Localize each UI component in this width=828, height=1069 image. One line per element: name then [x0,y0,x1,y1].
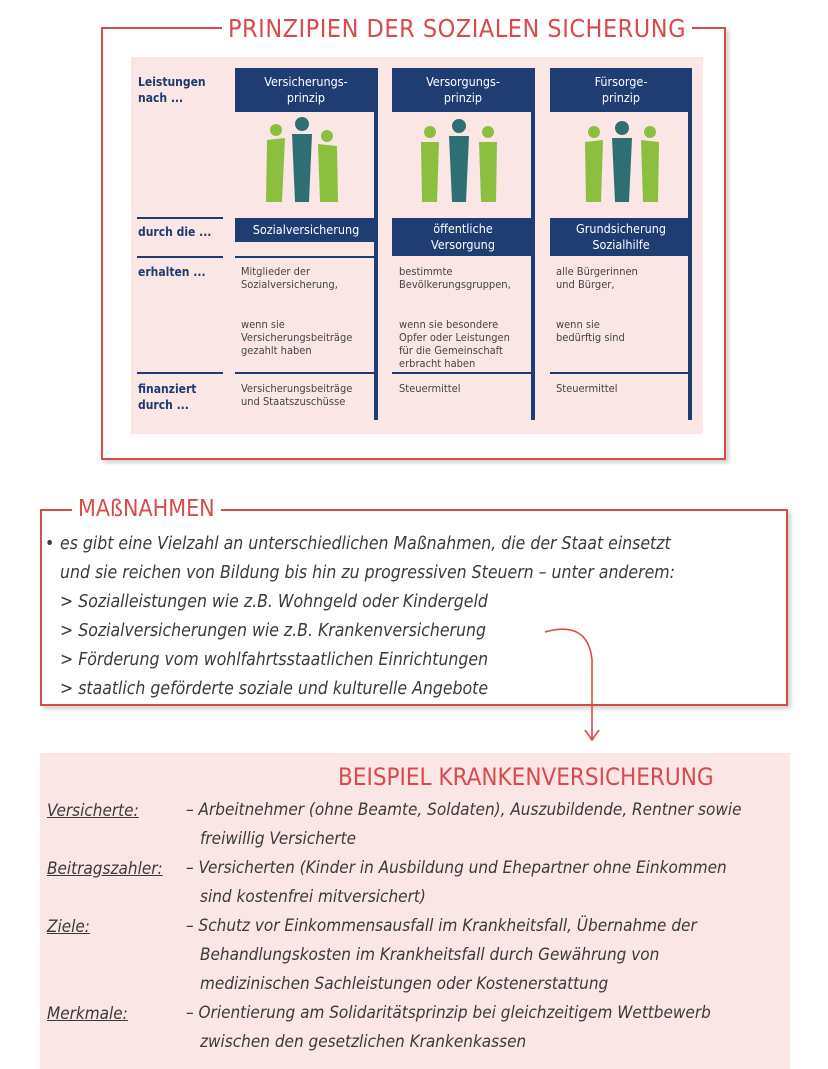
principles-title: PRINZIPIEN DER SOZIALEN SICHERUNG [222,12,692,46]
measures-intro-line1: es gibt eine Vielzahl an unterschiedlichen Maßnahmen, die der Staat einsetzt [60,534,671,554]
row-label-finanziert: finanziert durch ... [138,382,197,412]
desc-line: – Versicherten (Kinder in Ausbildung und Ehepartner ohne Einkommen [186,858,727,878]
column-header-versicherung: Versicherungs- prinzip [235,68,377,112]
desc-line: sind kostenfrei mitversichert) [200,887,426,907]
desc-line: medizinischen Sachleistungen oder Kostenerstattung [200,974,609,994]
row-divider [550,372,688,374]
column-header-fuersorge: Fürsorge- prinzip [550,68,692,112]
desc-beitragszahler [186,854,786,912]
curved-arrow-icon [540,620,610,750]
row-divider [392,372,534,374]
desc-line: – Orientierung am Solidaritätsprinzip bei gleichzeitigem Wettbewerb [186,1003,711,1023]
finanziert-versicherung: Versicherungsbeiträge und Staatszuschüsse [241,382,353,408]
people-group-icon [418,118,500,204]
people-group-icon [582,118,662,204]
column-header-versorgung: Versorgungs- prinzip [392,68,534,112]
erhalten-cond-versicherung: wenn sie Versicherungsbeiträge gezahlt haben [241,318,353,357]
desc-ziele [186,912,786,999]
finanziert-versorgung: Steuermittel [399,382,461,395]
desc-line: zwischen den gesetzlichen Krankenkassen [200,1032,527,1052]
desc-line: freiwillig Versicherte [200,829,356,849]
erhalten-who-versicherung: Mitglieder der Sozialversicherung, [241,265,338,291]
durch-versorgung: öffentliche Versorgung [392,218,534,256]
erhalten-cond-fuersorge: wenn sie bedürftig sind [556,318,625,344]
row-divider [137,217,223,219]
durch-fuersorge: Grundsicherung Sozialhilfe [550,218,692,256]
measures-item: > staatlich geförderte soziale und kulturelle Angebote [60,679,489,699]
desc-line: – Schutz vor Einkommensausfall im Krankheitsfall, Übernahme der [186,916,697,936]
measures-intro-line2: und sie reichen von Bildung bis hin zu progressiven Steuern – unter anderem: [60,563,675,583]
row-divider [235,372,377,374]
erhalten-who-fuersorge: alle Bürgerinnen und Bürger, [556,265,638,291]
term-merkmale: Merkmale: [47,1004,128,1024]
row-label-durch: durch die ... [138,225,212,239]
row-divider [137,256,223,258]
people-group-icon [262,116,342,204]
row-divider [235,256,377,258]
desc-line: – Arbeitnehmer (ohne Beamte, Soldaten), Auszubildende, Rentner sowie [186,800,742,820]
example-title: BEISPIEL KRANKENVERSICHERUNG [338,763,714,791]
term-versicherte: Versicherte: [47,801,139,821]
finanziert-fuersorge: Steuermittel [556,382,618,395]
measures-title: MAßNAHMEN [72,494,221,524]
row-label-erhalten: erhalten ... [138,265,206,279]
measures-item: > Förderung vom wohlfahrtsstaatlichen Einrichtungen [60,650,489,670]
measures-item: > Sozialversicherungen wie z.B. Krankenversicherung [60,621,486,641]
row-divider [137,372,223,374]
desc-versicherte [186,796,786,854]
measures-item: > Sozialleistungen wie z.B. Wohngeld oder Kindergeld [60,592,488,612]
column-divider [374,68,378,420]
erhalten-who-versorgung: bestimmte Bevölkerungsgruppen, [399,265,511,291]
desc-line: Behandlungskosten im Krankheitsfall durch Gewährung von [200,945,660,965]
desc-merkmale [186,999,786,1057]
erhalten-cond-versorgung: wenn sie besondere Opfer oder Leistungen für die Gemeinschaft erbracht haben [399,318,510,370]
term-beitragszahler: Beitragszahler: [47,859,163,879]
row-label-leistungen: Leistungen nach ... [138,75,206,105]
durch-versicherung: Sozialversicherung [235,218,377,242]
bullet-icon: • [45,534,55,554]
term-ziele: Ziele: [47,917,90,937]
